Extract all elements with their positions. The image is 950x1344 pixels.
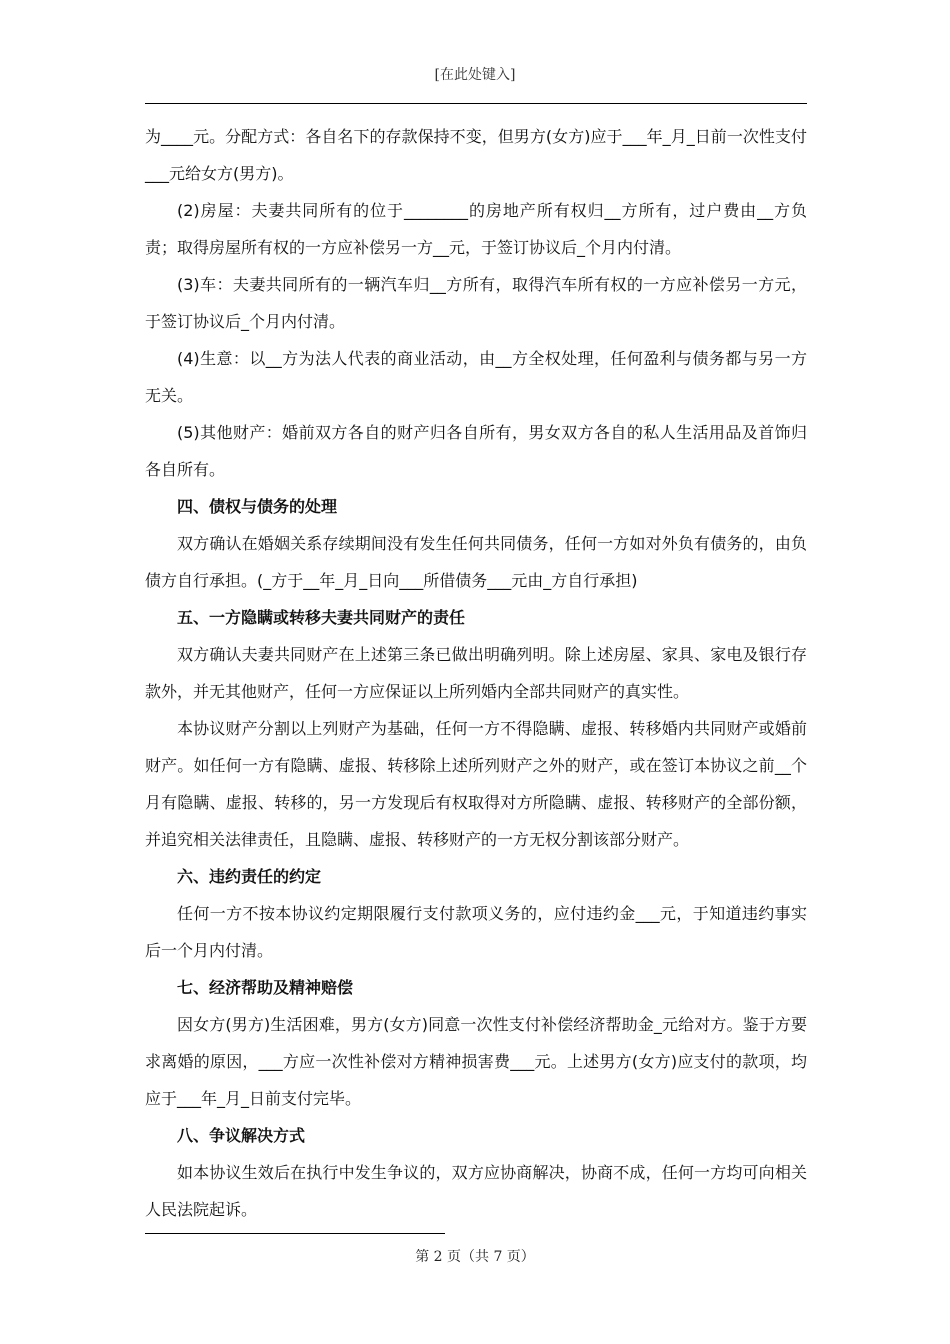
paragraph: (4)生意：以__方为法人代表的商业活动，由__方全权处理，任何盈利与债务都与另一方无关。 bbox=[145, 349, 807, 405]
paragraph: 本协议财产分割以上列财产为基础，任何一方不得隐瞒、虚报、转移婚内共同财产或婚前财产。如任何一方有隐瞒、虚报、转移除上述所列财产之外的财产，或在签订本协议之前__个月有隐瞒、虚报、转移的，另一方发现后有权取得对方所隐瞒、虚报、转移财产的全部份额，并追究相关法律责任，且隐瞒、虚报、转移财产的一方无权分割该部分财产。 bbox=[145, 719, 807, 849]
paragraph: (3)车：夫妻共同所有的一辆汽车归__方所有，取得汽车所有权的一方应补偿另一方元，于签订协议后_个月内付清。 bbox=[145, 275, 807, 331]
page-header: [在此处键入] bbox=[434, 67, 516, 83]
paragraph: 如本协议生效后在执行中发生争议的，双方应协商解决，协商不成，任何一方均可向相关人民法院起诉。 bbox=[145, 1163, 807, 1219]
section-heading: 四、债权与债务的处理 bbox=[177, 497, 338, 516]
header-divider bbox=[145, 103, 807, 104]
paragraph: (5)其他财产：婚前双方各自的财产归各自所有，男女双方各自的私人生活用品及首饰归各自所有。 bbox=[145, 423, 807, 479]
paragraph: 双方确认在婚姻关系存续期间没有发生任何共同债务，任何一方如对外负有债务的，由负债方自行承担。(_方于__年_月_日向___所借债务___元由_方自行承担) bbox=[145, 534, 807, 590]
section-heading: 七、经济帮助及精神赔偿 bbox=[177, 978, 354, 997]
paragraph: 任何一方不按本协议约定期限履行支付款项义务的，应付违约金___元，于知道违约事实后一个月内付清。 bbox=[145, 904, 807, 960]
paragraph: 因女方(男方)生活困难，男方(女方)同意一次性支付补偿经济帮助金_元给对方。鉴于方要求离婚的原因，___方应一次性补偿对方精神损害费___元。上述男方(女方)应支付的款项，均应于___年_月_日前支付完毕。 bbox=[145, 1015, 807, 1108]
page-footer: 第 2 页（共 7 页） bbox=[415, 1249, 535, 1265]
section-heading: 八、争议解决方式 bbox=[177, 1126, 306, 1145]
section-heading: 五、一方隐瞒或转移夫妻共同财产的责任 bbox=[177, 608, 466, 627]
document-body bbox=[145, 118, 807, 1228]
section-heading: 六、违约责任的约定 bbox=[177, 867, 322, 886]
paragraph: 双方确认夫妻共同财产在上述第三条已做出明确列明。除上述房屋、家具、家电及银行存款外，并无其他财产，任何一方应保证以上所列婚内全部共同财产的真实性。 bbox=[145, 645, 807, 701]
paragraph: (2)房屋：夫妻共同所有的位于________的房地产所有权归__方所有，过户费由__方负责；取得房屋所有权的一方应补偿另一方__元，于签订协议后_个月内付清。 bbox=[145, 201, 807, 257]
paragraph: 为____元。分配方式：各自名下的存款保持不变，但男方(女方)应于___年_月_日前一次性支付___元给女方(男方)。 bbox=[145, 127, 807, 183]
footer-divider bbox=[145, 1233, 445, 1234]
